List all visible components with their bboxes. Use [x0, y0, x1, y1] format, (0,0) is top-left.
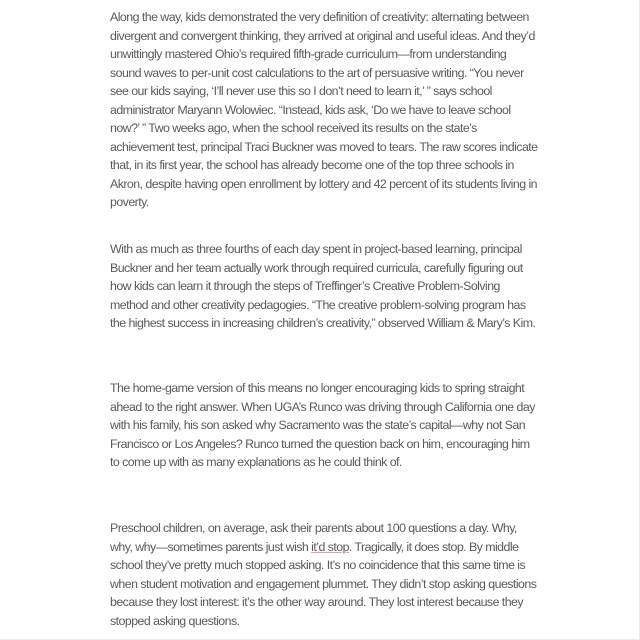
paragraph-creativity-school: Along the way, kids demonstrated the very definition of creativity: alternating between divergent and convergent thinking, they arrived at original and useful ideas. And they’d unwittingly mastered Ohio’s required fifth-grade curriculum—from understanding sound waves to per-unit cost calculations to the art of persuasive writing. “You never see our kids saying, ‘I’ll never use this so I don’t need to learn it,’ ” says school administrator Maryann Wolowiec. “Instead, kids ask, ‘Do we have to leave school now?’ ” Two weeks ago, when the school received its results on the state’s achievement test, principal Traci Buckner was moved to tears. The raw scores indicate that, in its first year, the school has already become one of the top three schools in Akron, despite having open enrollment by lottery and 42 percent of its students living in poverty. [110, 10, 538, 209]
paragraph-preschool-questions [110, 519, 540, 630]
paragraph-text-before: Preschool children, on average, ask their parents about 100 questions a day. Why, why, why—sometimes parents just wish [110, 521, 517, 554]
paragraph-text-after: . Tragically, it does stop. By middle school they’ve pretty much stopped asking. It’s no coincidence that this same time is when student motivation and engagement plummet. They didn’t stop asking questions because they lost interest: it’s the other way around. They lost interest because they stopped asking questions. [110, 539, 537, 628]
paragraph-project-based-learning: With as much as three fourths of each day spent in project-based learning, principal Buckner and her team actually work through required curricula, carefully figuring out how kids can learn it through the steps of Treffinger’s Creative Problem-Solving method and other creativity pedagogies. “The creative problem-solving program has the highest success in increasing children’s creativity,” observed William & Mary’s Kim. [110, 242, 536, 330]
underlined-phrase: it’d stop [311, 539, 349, 554]
paragraph-home-game-version: The home-game version of this means no longer encouraging kids to spring straight ahead to the right answer. When UGA’s Runco was driving through California one day with his family, his son asked why Sacramento was the state’s capital—why not San Francisco or Los Angeles? Runco turned the question back on him, encouraging him to come up with as many explanations as he could think of. [110, 381, 535, 469]
